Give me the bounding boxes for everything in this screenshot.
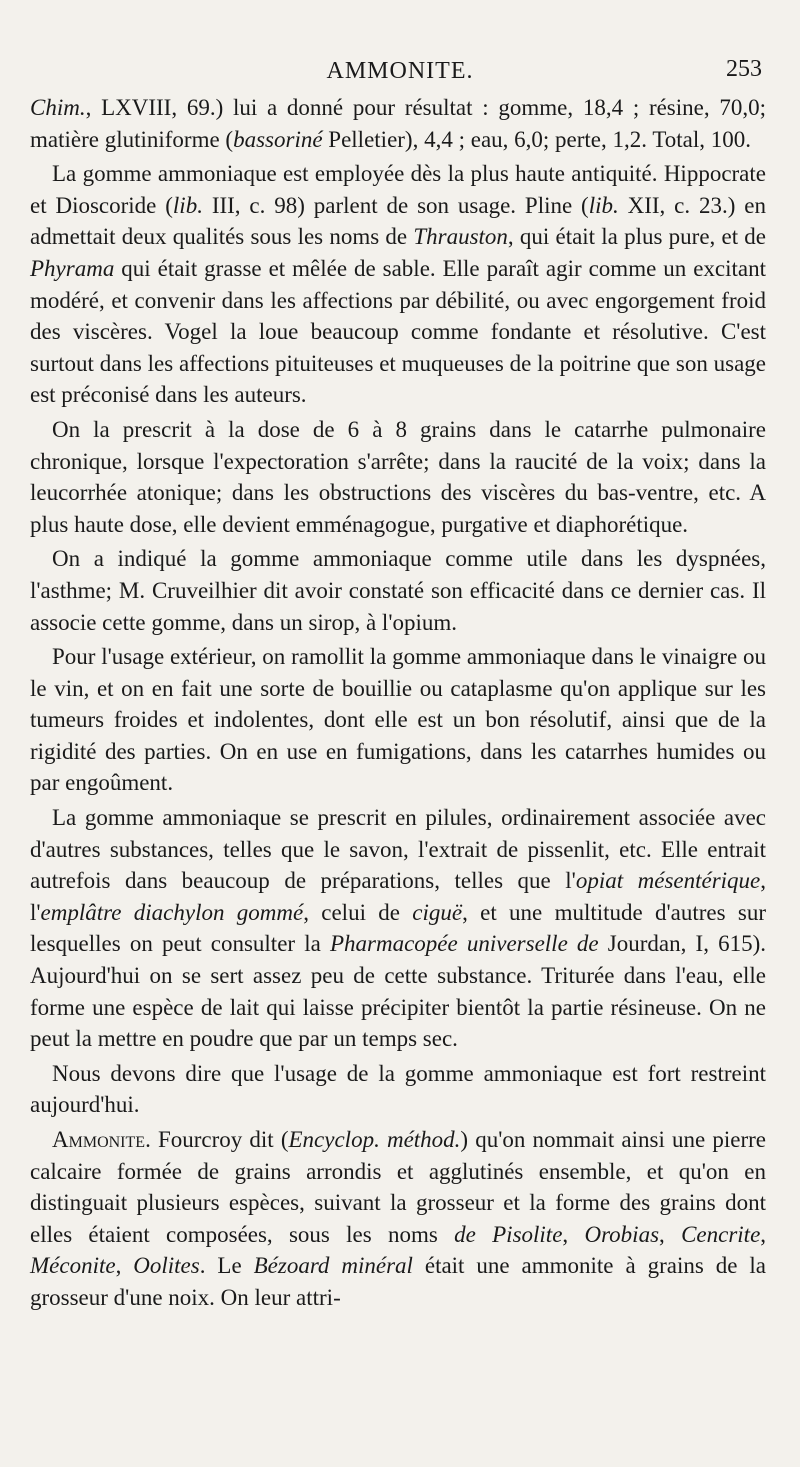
running-title: AMMONITE. bbox=[326, 58, 474, 84]
italic-run: Orobias bbox=[584, 1221, 660, 1247]
text-run: . Le bbox=[199, 1253, 254, 1279]
body-text bbox=[30, 92, 766, 1314]
italic-run: lib. bbox=[172, 192, 203, 218]
italic-run: de Pisolite bbox=[454, 1221, 563, 1247]
text-run: , bbox=[562, 1221, 585, 1247]
italic-run: lib. bbox=[588, 192, 619, 218]
text-run: . Fourcroy dit ( bbox=[145, 1127, 289, 1152]
running-head bbox=[30, 50, 770, 90]
italic-run: Encyclop. méthod. bbox=[288, 1127, 461, 1152]
text-run: Pour l'usage extérieur, on ramollit la gomme ammoniaque dans le vinaigre ou le vin, et on en fait une sorte de bouillie ou cataplasme qu'on applique sur les tumeurs froides et indolentes, dont elle est un bon résolutif, ainsi que de la rigidité des parties. On en use en fumigations, dans les catarrhes humides ou par engoûment. bbox=[30, 644, 766, 796]
text-run: XII, c. 23.) en admettait deux qualités sous les noms de bbox=[30, 192, 766, 250]
text-run: On la prescrit à la dose de 6 à 8 grains dans le catarrhe pulmonaire chronique, lorsque l'expectoration s'arrête; dans la raucité de la voix; dans la leucorrhée atonique; dans les obstructions des viscères du bas-ventre, etc. A plus haute dose, elle devient emménagogue, purgative et diaphorétique. bbox=[30, 416, 766, 537]
italic-run: emplâtre diachylon gommé bbox=[40, 899, 304, 925]
text-run: , bbox=[760, 1221, 767, 1247]
italic-run: Oolites bbox=[133, 1253, 200, 1279]
text-run: qui était grasse et mêlée de sable. Elle paraît agir comme un excitant modéré, et convenir dans les affections par débilité, ou avec engorgement froid des viscères. Vogel la loue beaucoup comme fondante et résolutive. C'est surtout dans les affections pituiteuses et muqueuses de la poitrine que son usage est préconisé dans les auteurs. bbox=[30, 255, 766, 408]
italic-run: Méconite bbox=[30, 1253, 116, 1279]
text-run: , bbox=[115, 1253, 134, 1279]
page-number: 253 bbox=[726, 56, 762, 82]
text-run: , et une multitude d'autres sur lesquelles on peut consulter la bbox=[30, 899, 767, 957]
text-run: Jourdan, I, 615). Aujourd'hui on se sert assez peu de cette substance. Triturée dans l'eau, elle forme une espèce de lait qui laisse précipiter bientôt la partie résineuse. On ne peut la mettre en poudre que par un temps sec. bbox=[30, 931, 767, 1052]
italic-run: opiat mésentérique bbox=[575, 868, 761, 894]
entry-headword: Ammonite bbox=[52, 1127, 146, 1152]
italic-run: bassoriné bbox=[233, 126, 323, 152]
italic-run: Pharmacopée universelle de bbox=[329, 931, 599, 957]
text-run: III, c. 98) parlent de son usage. Pline ( bbox=[202, 192, 589, 218]
text-run: , LXVIII, 69.) lui a donné pour résultat : gomme, 18,4 ; résine, 70,0; matière glutiniforme ( bbox=[30, 95, 766, 152]
text-run: , bbox=[659, 1221, 682, 1247]
text-run: , celui de bbox=[303, 899, 413, 925]
text-run: La gomme ammoniaque se prescrit en pilules, ordinairement associée avec d'autres substances, telles que le savon, l'extrait de pissenlit, etc. Elle entrait autrefois dans beaucoup de préparations, telles que l' bbox=[30, 805, 766, 894]
paragraph bbox=[30, 641, 766, 799]
paragraph bbox=[30, 1058, 766, 1121]
paragraph bbox=[30, 543, 766, 638]
text-run: Nous devons dire que l'usage de la gomme ammoniaque est fort restreint aujourd'hui. bbox=[30, 1060, 766, 1118]
paragraph bbox=[30, 1124, 766, 1314]
italic-run: Chim. bbox=[30, 95, 86, 120]
italic-run: Bézoard minéral bbox=[253, 1253, 413, 1279]
text-run: , qui était la plus pure, et de bbox=[507, 224, 767, 250]
paragraph bbox=[30, 92, 766, 155]
italic-run: Cencrite bbox=[681, 1221, 761, 1247]
paragraph bbox=[30, 414, 766, 540]
italic-run: Phyrama bbox=[30, 255, 115, 281]
text-run: était une ammonite à grains de la grosseur d'une noix. On leur attri- bbox=[30, 1253, 767, 1310]
text-run: La gomme ammoniaque est employée dès la plus haute antiquité. Hippocrate et Dioscoride ( bbox=[30, 161, 766, 218]
italic-run: Thrauston bbox=[413, 224, 508, 250]
italic-run: ciguë bbox=[412, 899, 463, 925]
text-run: ) qu'on nommait ainsi une pierre calcaire formée de grains arrondis et agglutinés ensemble, et qu'on en distinguait plusieurs espèces, suivant la grosseur et la forme des grains dont elles étaient composées, sous les noms bbox=[30, 1127, 766, 1247]
text-run: , l' bbox=[30, 868, 767, 925]
paragraph bbox=[30, 802, 766, 1055]
paragraph bbox=[30, 158, 766, 411]
text-run: Pelletier), 4,4 ; eau, 6,0; perte, 1,2. Total, 100. bbox=[322, 126, 752, 152]
text-run: On a indiqué la gomme ammoniaque comme utile dans les dyspnées, l'asthme; M. Cruveilhier dit avoir constaté son efficacité dans ce dernier cas. Il associe cette gomme, dans un sirop, à l'opium. bbox=[30, 546, 766, 635]
